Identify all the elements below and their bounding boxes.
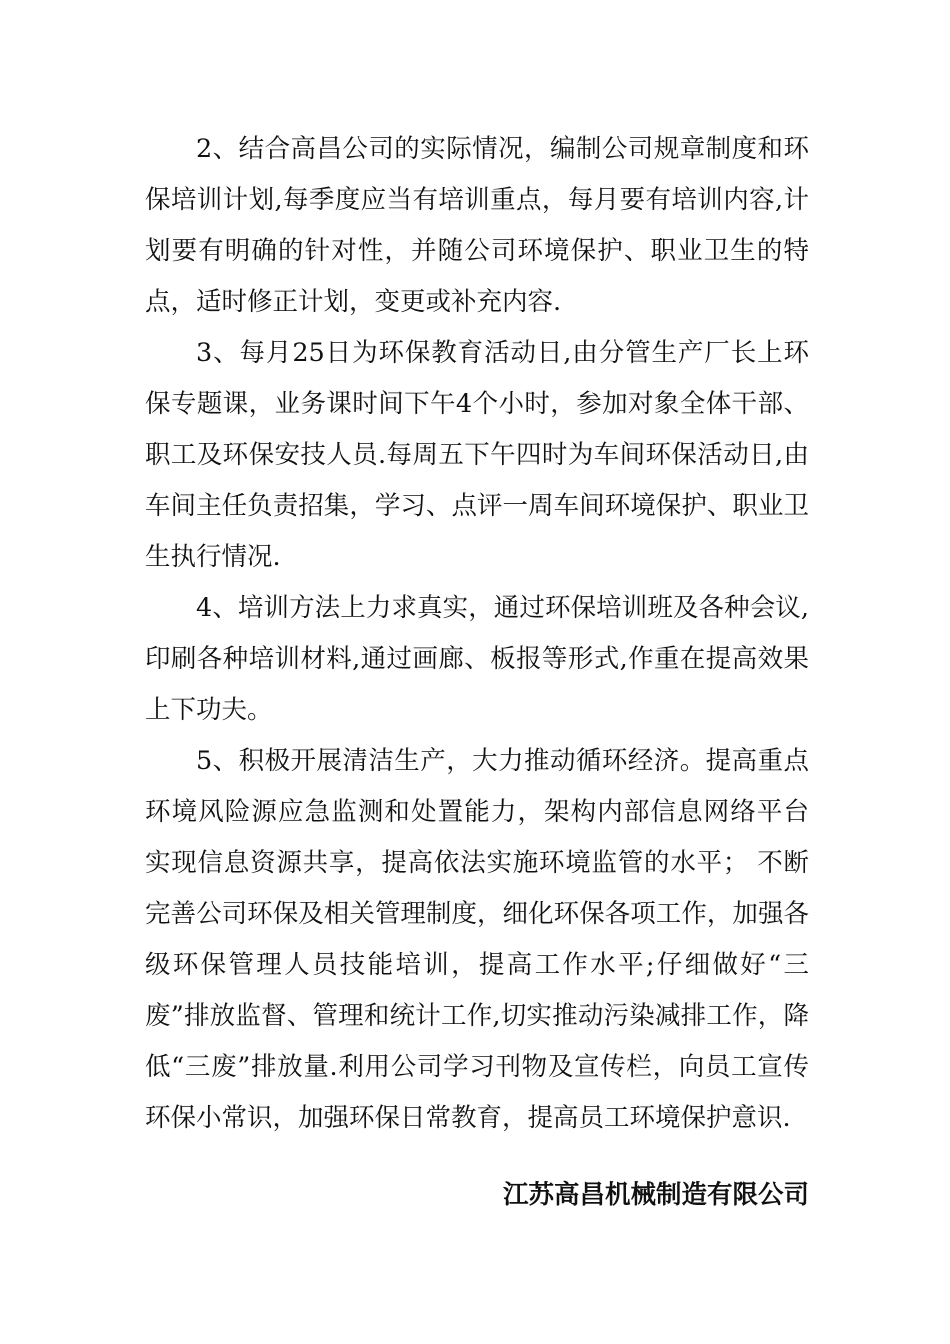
paragraph-item-3: 3、每月25日为环保教育活动日,由分管生产厂长上环保专题课，业务课时间下午4个小时，参加对象全体干部、职工及环保安技人员.每周五下午四时为车间环保活动日,由车间主任负责招集，学习、点评一周车间环境保护、职业卫生执行情况. (145, 338, 809, 572)
paragraph-item-4: 4、培训方法上力求真实，通过环保培训班及各种会议,印刷各种培训材料,通过画廊、板报等形式,作重在提高效果上下功夫。 (145, 593, 809, 725)
company-signature: 江苏高昌机械制造有限公司 (502, 1180, 809, 1210)
paragraph-item-2: 2、结合高昌公司的实际情况，编制公司规章制度和环保培训计划,每季度应当有培训重点，每月要有培训内容,计划要有明确的针对性，并随公司环境保护、职业卫生的特点，适时修正计划，变更或补充内容. (145, 134, 809, 317)
paragraph-item-5: 5、积极开展清洁生产，大力推动循环经济。提高重点环境风险源应急监测和处置能力，架构内部信息网络平台 实现信息资源共享，提高依法实施环境监管的水平； 不断完善公司环保及相关管理制度，细化环保各项工作，加强各级环保管理人员技能培训，提高工作水平;仔细做好“三废”排放监督、管理和统计工作,切实推动污染减排工作，降低“三废”排放量.利用公司学习刊物及宣传栏，向员工宣传环保小常识，加强环保日常教育，提高员工环境保护意识. (145, 746, 809, 1133)
document-body (145, 124, 809, 1144)
